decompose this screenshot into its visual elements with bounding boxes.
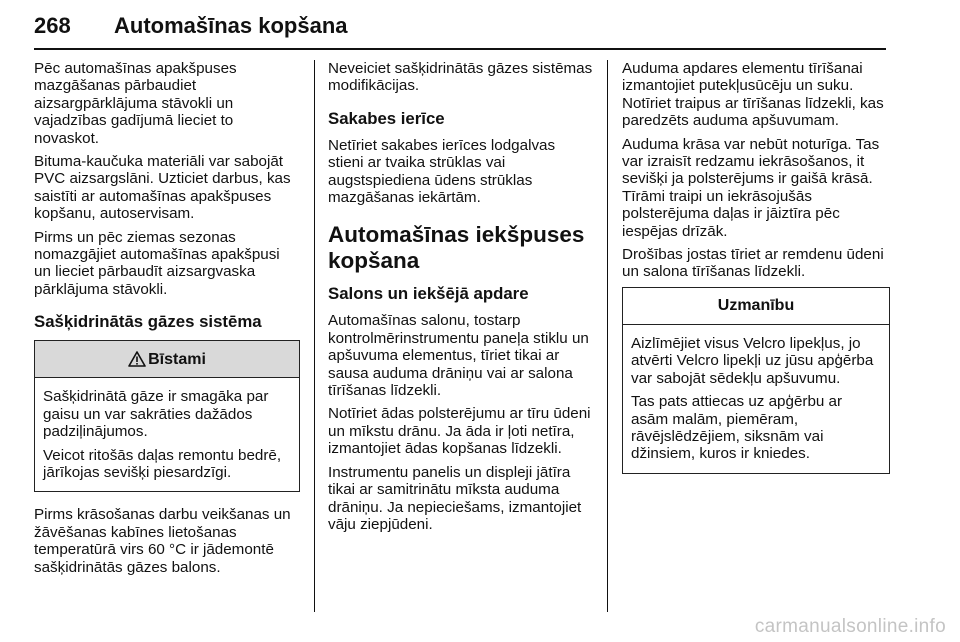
paragraph: Tas pats attiecas uz apģērbu ar asām malām, piemēram, rāvējslēdzējiem, siksnām vai džinsiem, kuros ir kniedes. [631,393,843,463]
watermark: carmanualsonline.info [754,616,946,637]
page-number: 268 [34,13,71,38]
warning-box [34,340,300,492]
warning-title: Bīstami [148,350,206,368]
paragraph: Bituma-kaučuka materiāli var sabojāt PVC aizsargslāni. Uzticiet darbus, kas saistīti ar automašīnas apakšpuses kopšanu, autoservisam. [34,153,291,223]
notice-title: Uzmanību [717,297,795,315]
column-3 [622,60,890,488]
page-header [34,6,886,46]
paragraph: Drošības jostas tīriet ar remdenu ūdeni un salona tīrīšanas līdzekli. [622,246,884,281]
paragraph: Pēc automašīnas apakšpuses mazgāšanas pārbaudiet aizsargpārklājuma stāvokli un vajadzības gadījumā lieciet to novaskot. [34,60,237,147]
section-heading-tow-bar: Sakabes ierīce [328,108,445,128]
column-1 [34,60,300,582]
paragraph: Sašķidrinātā gāze ir smagāka par gaisu un var sakrāties dažādos padziļinājumos. [43,388,269,441]
paragraph: Instrumentu panelis un displeji jātīra tikai ar samitrinātu mīksta auduma drāniņu. Ja nepieciešams, izmantojiet vāju ziepjūdeni. [328,463,582,533]
notice-box-body [623,325,889,473]
paragraph: Auduma apdares elementu tīrīšanai izmantojiet putekļusūcēju un suku. Notīriet traipus ar tīrīšanas līdzekli, kas paredzēts auduma apšuvumam. [622,60,884,130]
paragraph: Neveiciet sašķidrinātās gāzes sistēmas modifikācijas. [328,60,593,95]
paragraph: Pirms krāsošanas darbu veikšanas un žāvēšanas kabīnes lietošanas temperatūrā virs 60 °C ir jādemontē sašķidrinātās gāzes balons. [34,506,291,576]
paragraph: Automašīnas salonu, tostarp kontrolmērinstrumentu paneļa stiklu un apšuvuma elementus, tīriet tikai ar sausa auduma drāniņu vai ar salona tīrīšanas līdzekli. [328,312,589,400]
column-2 [328,60,594,539]
warning-box-body [35,378,299,491]
column-divider-1 [314,60,315,612]
page-title: Automašīnas kopšana [114,13,348,38]
notice-box [622,287,890,474]
column-divider-2 [607,60,608,612]
header-rule [34,48,886,50]
paragraph: Veicot ritošās daļas remontu bedrē, jārīkojas sevišķi piesardzīgi. [43,446,282,481]
notice-box-header [623,288,889,325]
warning-triangle-icon [128,351,146,367]
paragraph: Notīriet ādas polsterējumu ar tīru ūdeni un mīkstu drānu. Ja āda ir ļoti netīra, izmantojiet ādas kopšanas līdzekli. [328,405,591,458]
section-heading-interior-care: Automašīnas iekšpuses kopšana [328,222,585,274]
paragraph: Auduma krāsa var nebūt noturīga. Tas var izraisīt redzamu iekrāsošanos, it sevišķi ja polsterējums ir gaišā krāsā. Tīrāmi traipi un iekrāsojušās polsterējuma daļas ir jāiztīra pēc iespējas drīzāk. [622,135,880,240]
section-heading-interior-trim: Salons un iekšējā apdare [328,284,529,304]
paragraph: Pirms un pēc ziemas sezonas nomazgājiet automašīnas apakšpusi un lieciet pārbaudīt aizsargvaska pārklājuma stāvokli. [34,228,280,298]
warning-box-header [35,341,299,378]
section-heading-lpg: Sašķidrinātās gāzes sistēma [34,312,262,332]
paragraph: Aizlīmējiet visus Velcro lipekļus, jo atvērti Velcro lipekļi uz jūsu apģērba var sabojāt sēdekļu apšuvumu. [631,334,874,387]
paragraph: Netīriet sakabes ierīces lodgalvas stieni ar tvaika strūklas vai augstspiediena ūdens strūklas mazgāšanas iekārtām. [328,136,556,207]
